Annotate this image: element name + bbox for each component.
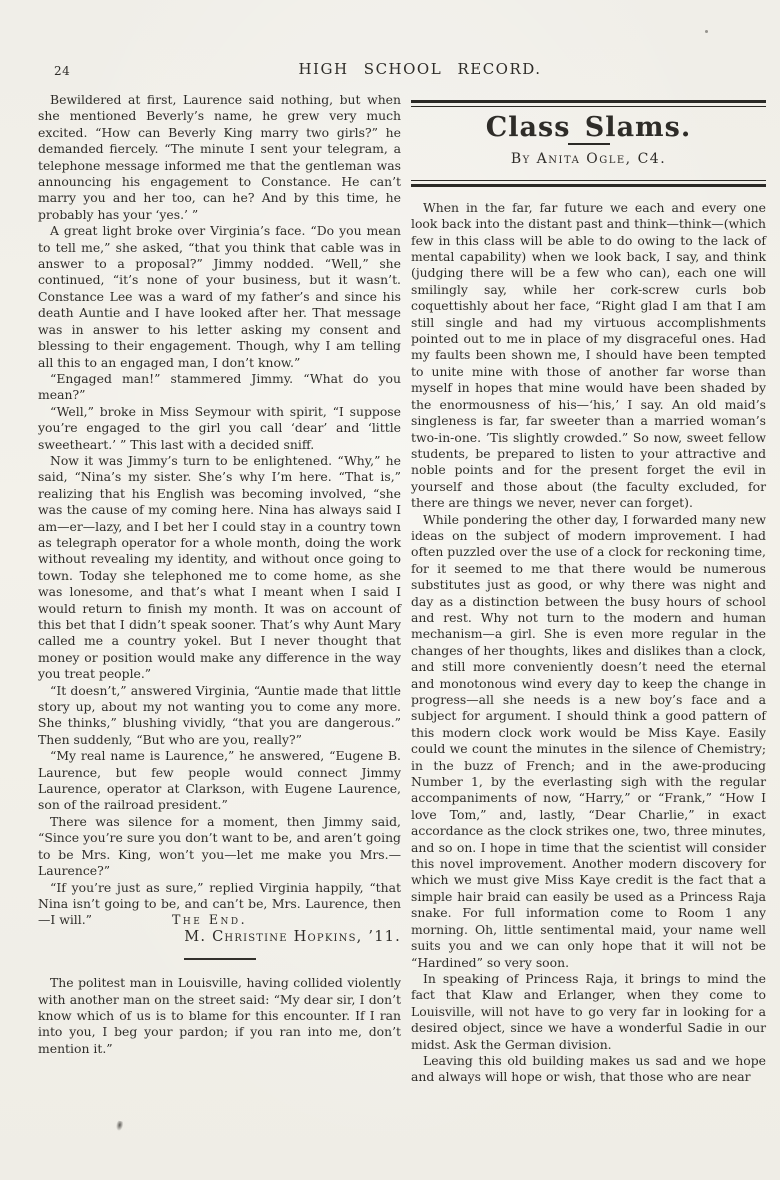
story-paragraph: “Engaged man!” stammered Jimmy. “What do you mean?” (38, 370, 401, 403)
article-byline: By Anita Ogle, C4. (510, 151, 667, 168)
article-paragraph: In speaking of Princess Raja, it brings to mind the fact that Klaw and Erlanger, when they come to Louisville, will not have to go very far in looking for a desired object, since we have a wonderful Sadie in our midst. Ask the German division. (411, 970, 766, 1052)
the-end-label: The End. (172, 912, 248, 928)
journal-header-title: HIGH SCHOOL RECORD. (298, 60, 542, 78)
story-paragraph: “Well,” broke in Miss Seymour with spirit, “I suppose you’re engaged to the girl you call ‘dear’ and ‘little sweetheart.’ ” This last with a decided sniff. (38, 403, 401, 452)
story-paragraph: Bewildered at first, Laurence said nothing, but when she mentioned Beverly’s name, he grew very much excited. “How can Beverly King marry two girls?” he demanded fiercely. “The minute I sent your telegram, a telephone message informed me that the gentleman was announcing his engagement to Constance. He can’t marry you and her too, can he? And by this time, he probably has your ‘yes.’ ” (38, 92, 401, 222)
title-dash-rule (568, 143, 610, 145)
left-column (38, 92, 401, 1057)
article-paragraph: While pondering the other day, I forwarded many new ideas on the subject of modern improvement. I had often puzzled over the use of a clock for reckoning time, for it seemed to me that there would be numerous substitutes just as good, or why there was night and day as a distinction between the busy hours of school and rest. Why not turn to the modern and human mechanism—a girl. She is even more regular in the changes of her thoughts, likes and dislikes than a clock, and still more conveniently doesn’t need the eternal and monotonous wind every day to keep the change in progress—all she needs is a new boy’s face and a subject for argument. I should think a good pattern of this modern clock work would be Miss Kaye. Easily could we count the minutes in the silence of Chemistry; in the buzz of French; and in the awe-producing Number 1, by the everlasting sigh with the regular accompaniments of now, “Harry,” or “Frank,” “How I love Tom,” and, lastly, “Dear Charlie,” in exact accordance as the clock strikes one, two, three minutes, and so on. I hope in time that the scientist will consider this novel improvement. Another modern discovery for which we must give Miss Kaye credit is the fact that a simple hair braid can easily be used as a Princess Raja snake. For full information come to Room 1 any morning. Oh, little sentimental maid, your name well suits you and we can only hope that it will not be “Hardined” so very soon. (411, 511, 766, 970)
story-body (38, 92, 401, 880)
filler-paragraph: The politest man in Louisville, having collided violently with another man on the street said: “My dear sir, I don’t know which of us is to blame for this encounter. If I ran into you, I beg your pardon; if you ran into me, don’t mention it.” (38, 975, 401, 1056)
article-paragraph: Leaving this old building makes us sad and we hope and always will hope or wish, that those who are near (411, 1052, 766, 1085)
section-divider-rule (184, 958, 256, 960)
bottom-double-rule (411, 180, 766, 187)
story-paragraph: A great light broke over Virginia’s face. “Do you mean to tell me,” she asked, “that you think that cable was in answer to a proposal?” Jimmy nodded. “Well,” she continued, “it’s none of your business, but it wasn’t. Constance Lee was a ward of my father’s and since his death Auntie and I have looked after her. That message was in answer to his letter asking my consent and blessing to their engagement. Though, why I am telling all this to an engaged man, I don’t know.” (38, 223, 401, 370)
story-paragraph: “It doesn’t,” answered Virginia, “Auntie made that little story up, about my not wanting you to come any more. She thinks,” blushing vividly, “that you are dangerous.” Then suddenly, “But who are you, really?” (38, 682, 401, 747)
article-header (411, 100, 766, 187)
top-double-rule (411, 100, 766, 107)
story-paragraph: Now it was Jimmy’s turn to be enlightened. “Why,” he said, “Nina’s my sister. She’s why I’m here. “That is,” realizing that his English was becoming involved, “she was the cause of my coming here. Nina has always said I am—er—lazy, and I bet her I could stay in a country town as telegraph operator for a whole month, doing the work without revealing my identity, and without once going to town. Today she telephoned me to come home, as she was lonesome, and that’s what I meant when I said I would return to finish my month. It was on account of this bet that I didn’t speak sooner. That’s why Aunt Mary called me a country yokel. But I never thought that money or position would make any difference in the way you treat people.” (38, 452, 401, 682)
ink-smudge (115, 1120, 124, 1131)
story-paragraph: There was silence for a moment, then Jimmy said, “Since you’re sure you don’t want to be, and aren’t going to be Mrs. King, won’t you—let me make you Mrs.—Laurence?” (38, 813, 401, 879)
story-paragraph: “My real name is Laurence,” he answered, “Eugene B. Laurence, but few people would connect Jimmy Laurence, operator at Clarkson, with Eugene Laurence, son of the railroad president.” (38, 748, 401, 813)
author-byline: M. Christine Hopkins, ’11. (184, 927, 401, 945)
story-final-paragraph (38, 880, 401, 929)
article-title: Class Slams. (485, 112, 692, 143)
article-paragraph: When in the far, far future we each and every one look back into the distant past and think—think—(which few in this class will be able to do owing to the lack of mental capability) when we look back, I say, and think (judging there will be a few who can), each one will smilingly say, while her cork-screw curls bob coquettishly about her face, “Right glad I am that I am still single and had my virtuous accomplishments pointed out to me in place of my disgraceful ones. Had my faults been shown me, I should have been tempted to unite mine with those of another far worse than myself in hopes that mine would have been shaded by the enormousness of his—‘his,’ I say. An old maid’s singleness is far, far sweeter than a married woman’s two-in-one. ’Tis slightly crowded.” So now, sweet fellow students, be prepared to listen to your attractive and noble points and for the present forget the evil in yourself and those about (the faculty excluded, for there are things we never, never can forget). (411, 199, 766, 511)
page-number: 24 (54, 64, 71, 78)
article-body (411, 200, 766, 1086)
right-column (411, 100, 766, 1086)
story-final-text: “If you’re just as sure,” replied Virginia happily, “that Nina isn’t going to be, and can’t be, Mrs. Laurence, then—I will.” (38, 879, 401, 928)
scan-speck (705, 30, 708, 33)
